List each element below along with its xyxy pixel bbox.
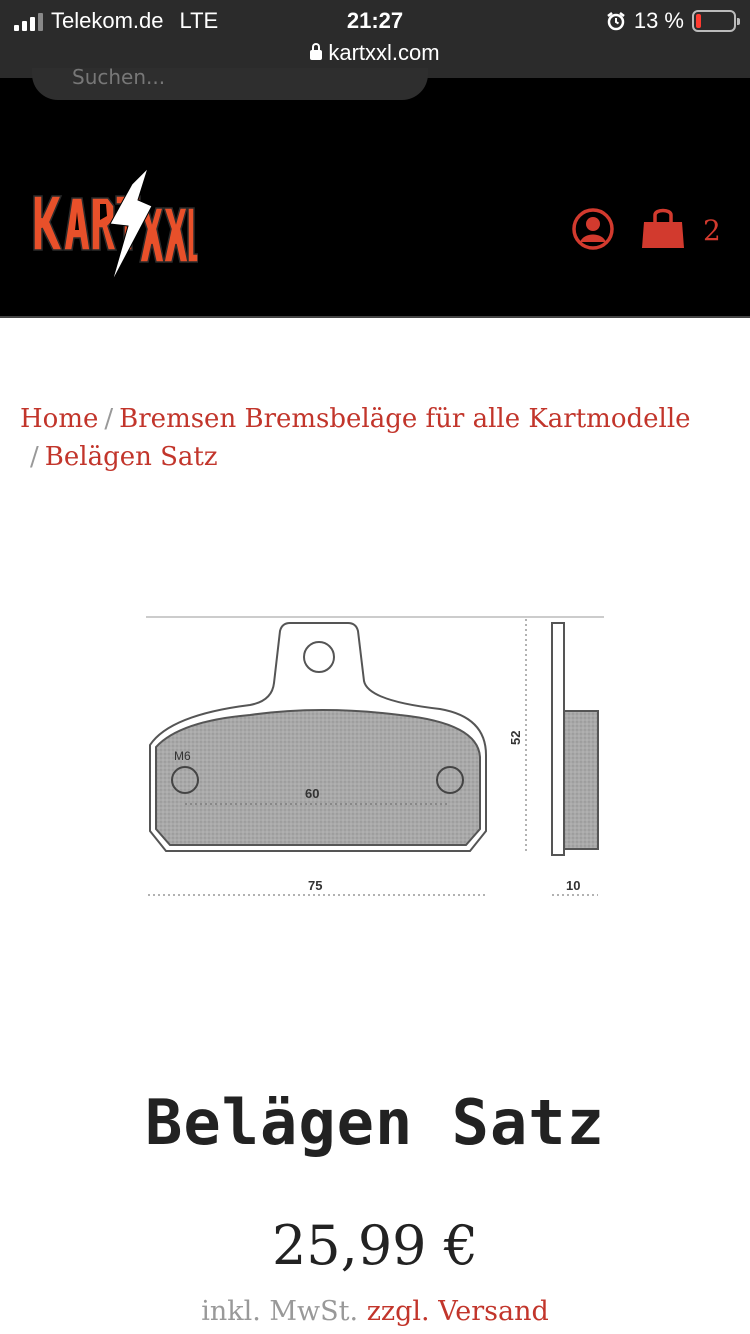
tax-included-label: inkl. MwSt.	[201, 1296, 359, 1327]
breadcrumb-separator: /	[104, 404, 114, 434]
breadcrumb-category[interactable]: Bremsen Bremsbeläge für alle Kartmodelle	[119, 404, 691, 434]
account-icon[interactable]	[572, 208, 614, 250]
search-placeholder: Suchen...	[72, 68, 166, 89]
search-input[interactable]	[32, 68, 428, 100]
url-text: kartxxl.com	[328, 40, 440, 65]
shipping-link[interactable]: zzgl. Versand	[366, 1296, 549, 1327]
lock-icon	[310, 50, 322, 60]
carrier-label: Telekom.de	[51, 8, 164, 33]
breadcrumb-separator: /	[30, 442, 39, 472]
address-bar[interactable]	[0, 40, 750, 66]
alarm-icon	[606, 11, 626, 31]
tax-note	[0, 1296, 750, 1327]
shopping-bag-icon[interactable]	[640, 206, 686, 250]
kartxxl-logo[interactable]	[28, 166, 198, 286]
cart-count-badge[interactable]: 2	[703, 214, 721, 247]
product-price: 25,99 €	[271, 1214, 479, 1277]
hole-spacing-label: 60	[305, 786, 320, 801]
breadcrumb-current[interactable]: Belägen Satz	[44, 442, 218, 472]
breadcrumb	[20, 400, 730, 476]
site-header	[0, 68, 750, 318]
battery-percent: 13 %	[633, 8, 684, 33]
status-bar	[0, 0, 750, 78]
hole-label: M6	[174, 749, 191, 763]
network-label: LTE	[179, 8, 219, 33]
breadcrumb-home[interactable]: Home	[20, 404, 99, 434]
status-right	[606, 8, 736, 34]
product-title: Belägen Satz	[145, 1086, 605, 1159]
battery-icon	[692, 10, 736, 32]
height-label: 52	[508, 730, 523, 745]
clock: 21:27	[346, 8, 404, 33]
product-image[interactable]	[140, 605, 610, 915]
width-label: 75	[308, 878, 323, 893]
thickness-label: 10	[566, 878, 581, 893]
